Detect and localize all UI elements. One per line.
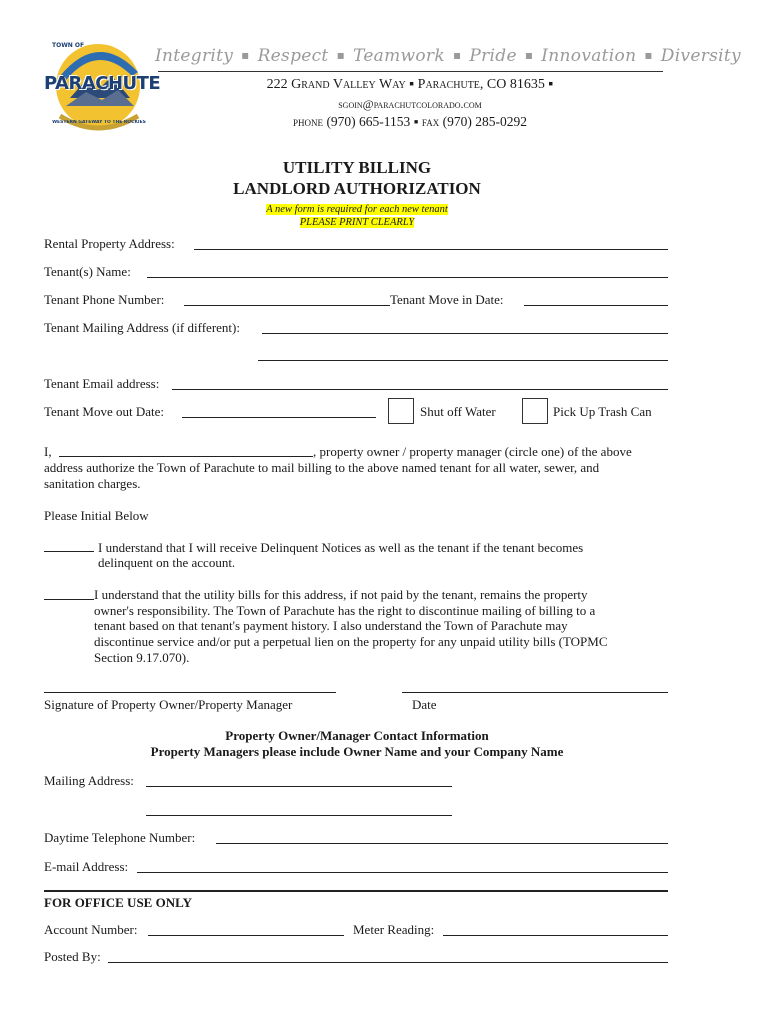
office-divider [44, 890, 668, 892]
move-out-field[interactable] [182, 417, 376, 418]
town-address: 222 Grand Valley Way ▪ Parachute, CO 81635 ▪ [266, 77, 554, 92]
logo-top-text: TOWN OF [52, 42, 85, 49]
rental-address-field[interactable] [194, 249, 668, 250]
contact-phone-field[interactable] [216, 843, 668, 844]
phone-fax-separator: ▪ [413, 114, 419, 129]
value-respect: Respect [257, 46, 329, 66]
form-title-line2: LANDLORD AUTHORIZATION [233, 179, 481, 198]
posted-by-field[interactable] [108, 962, 668, 963]
shut-off-water-label: Shut off Water [420, 404, 496, 419]
authorization-prefix: I, [44, 444, 52, 459]
shut-off-water-checkbox[interactable] [388, 398, 414, 424]
initial-item2-line5: Section 9.17.070). [94, 650, 190, 665]
fax-number: (970) 285-0292 [442, 114, 527, 129]
tenant-phone-field[interactable] [184, 305, 390, 306]
initial-item1-line2: delinquent on the account. [98, 555, 236, 570]
contact-email-label: E-mail Address: [44, 859, 129, 874]
authorization-line3: sanitation charges. [44, 476, 141, 491]
mailing-address-label: Tenant Mailing Address (if different): [44, 320, 240, 335]
header-divider [158, 71, 663, 72]
town-phone-fax [130, 114, 690, 130]
initial-item2-line3: tenant based on that tenant's payment history. I also understand the Town of Parachute may [94, 618, 568, 633]
pickup-trash-checkbox[interactable] [522, 398, 548, 424]
tenant-name-label: Tenant(s) Name: [44, 264, 131, 279]
contact-mailing-field[interactable] [146, 786, 452, 787]
town-email: sgoin@parachutcolorado.com [338, 97, 482, 111]
date-label: Date [412, 697, 437, 712]
posted-by-label: Posted By: [44, 949, 101, 964]
signature-label: Signature of Property Owner/Property Manager [44, 697, 293, 712]
initial-item1-line1: I understand that I will receive Delinquent Notices as well as the tenant if the tenant becomes [98, 540, 584, 555]
mailing-address-field-2[interactable] [258, 360, 668, 361]
pickup-trash-label: Pick Up Trash Can [553, 404, 652, 419]
meter-reading-field[interactable] [443, 935, 668, 936]
value-innovation: Innovation [541, 46, 637, 66]
contact-heading-1: Property Owner/Manager Contact Information [225, 728, 489, 743]
authorization-line2: address authorize the Town of Parachute to mail billing to the above named tenant for all water, sewer, and [44, 460, 600, 475]
move-in-field[interactable] [524, 305, 668, 306]
form-note-print-clearly: PLEASE PRINT CLEARLY [299, 217, 415, 228]
initial-item2-line1: I understand that the utility bills for this address, if not paid by the tenant, remains the property [94, 587, 588, 602]
account-number-field[interactable] [148, 935, 344, 936]
form-title-line1: UTILITY BILLING [282, 158, 432, 177]
date-field[interactable] [402, 692, 668, 693]
authorizer-name-field[interactable] [59, 456, 313, 457]
value-pride: Pride [469, 46, 517, 66]
contact-heading-2: Property Managers please include Owner Name and your Company Name [150, 744, 564, 759]
initial-item2-line4: discontinue service and/or put a perpetual lien on the property for any unpaid utility bills (TOPMC [94, 634, 608, 649]
value-integrity: Integrity [155, 46, 234, 66]
tenant-name-field[interactable] [147, 277, 668, 278]
contact-phone-label: Daytime Telephone Number: [44, 830, 196, 845]
contact-mailing-label: Mailing Address: [44, 773, 134, 788]
tenant-email-field[interactable] [172, 389, 668, 390]
contact-mailing-field-2[interactable] [146, 815, 452, 816]
authorization-line1: , property owner / property manager (circle one) of the above [313, 444, 632, 459]
form-note-new-tenant: A new form is required for each new tenant [266, 204, 448, 215]
form-note-2-wrap [0, 212, 714, 230]
initial-heading: Please Initial Below [44, 508, 149, 523]
initial-item2-line2: owner's responsibility. The Town of Parachute has the right to discontinue mailing of billing to a [94, 603, 596, 618]
values-banner: Integrity ▪ Respect ▪ Teamwork ▪ Pride ▪ Innovation ▪ Diversity [155, 46, 741, 66]
mailing-address-field[interactable] [262, 333, 668, 334]
rental-address-label: Rental Property Address: [44, 236, 175, 251]
phone-number: (970) 665-1153 [326, 114, 411, 129]
move-in-label: Tenant Move in Date: [390, 292, 504, 307]
office-heading: FOR OFFICE USE ONLY [44, 895, 192, 910]
logo-wordmark: PARACHUTE [44, 73, 161, 94]
fax-label: fax [421, 114, 440, 129]
meter-reading-label: Meter Reading: [353, 922, 435, 937]
logo-ring-text: WESTERN GATEWAY TO THE ROCKIES [52, 120, 146, 125]
contact-email-field[interactable] [137, 872, 668, 873]
value-diversity: Diversity [660, 46, 741, 66]
account-number-label: Account Number: [44, 922, 138, 937]
phone-label: phone [293, 114, 324, 129]
value-teamwork: Teamwork [353, 46, 445, 66]
signature-field[interactable] [44, 692, 336, 693]
tenant-phone-label: Tenant Phone Number: [44, 292, 165, 307]
tenant-email-label: Tenant Email address: [44, 376, 160, 391]
initial-field-1[interactable] [44, 551, 94, 552]
initial-field-2[interactable] [44, 599, 94, 600]
move-out-label: Tenant Move out Date: [44, 404, 165, 419]
